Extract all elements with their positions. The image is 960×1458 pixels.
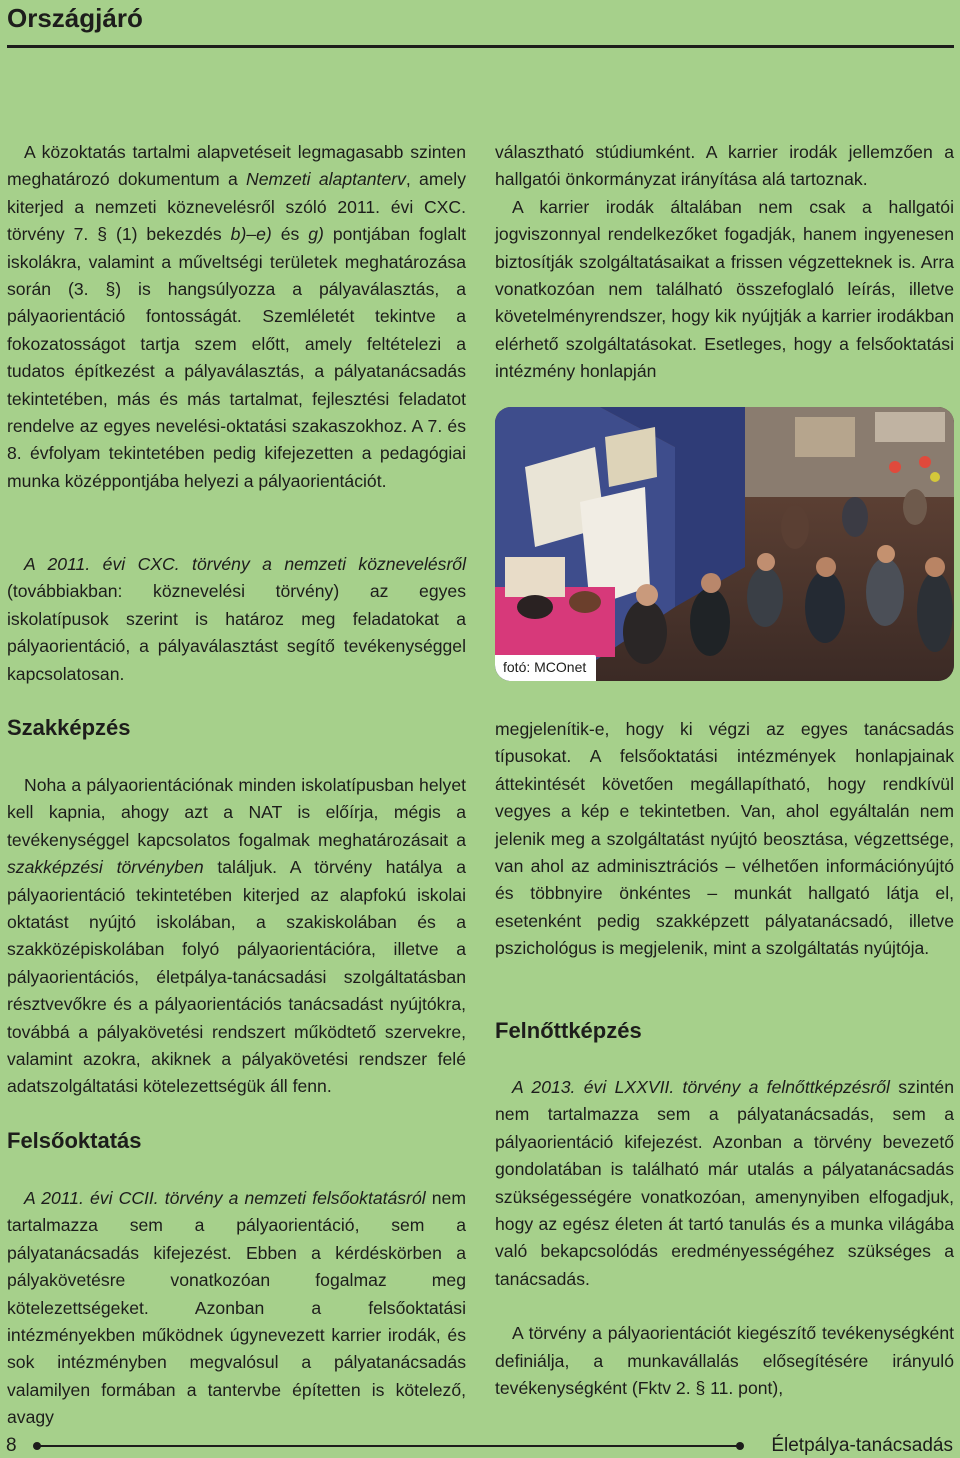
right-column-felnottkepzes xyxy=(495,1017,954,1402)
career-fair-image xyxy=(495,407,954,681)
left-column-szakkepzes xyxy=(7,714,466,1101)
continuation-paragraph: választható stúdiumként. A karrier irodák jellemzően a hallgatói önkormányzat irányítása alá tartoznak. xyxy=(495,142,954,190)
heading-szakkepzes: Szakképzés xyxy=(7,715,131,740)
tanacsadas-paragraph: megjelenítik-e, hogy ki végzi az egyes tanácsadás típusokat. A felsőoktatási intézmények honlapjainak áttekintését követően megállapítható, hogy rendkívül vegyes a kép e tekintetben. Van, ahol egyáltalán nem jelenik meg a szolgáltatást nyújtó beosztása, végzettsége, van ahol az adminisztrációs – vélhetően információnyújtó és többnyire önkéntes – munkát hallgató látja el, esetenként pedig szakképzett pályatanácsadó, illetve pszichológus is megjelenik, mint a szolgáltatás nyújtója. xyxy=(495,719,954,959)
header-rule xyxy=(7,45,954,48)
left-column-kozneveles xyxy=(7,551,466,688)
photo-caption: fotó: MCOnet xyxy=(495,655,596,681)
section-title: Országjáró xyxy=(7,3,143,33)
fktv-paragraph: A törvény a pályaorientációt kiegészítő tevékenységként definiálja, a munkavállalás elősegítésére irányuló tevékenységként (Fktv 2. § 11. pont), xyxy=(495,1323,954,1399)
szakkepzes-paragraph: Noha a pályaorientációnak minden iskolatípusban helyet kell kapnia, ahogy azt a NAT is előírja, mégis a tevékenységgel kapcsolatos fogalmak meghatározásait a szakképzési törvényben találjuk. A törvény hatálya a pályaorientáció tekintetében kiterjed az alapfokú iskolai oktatást nyújtó iskolában, a szakiskolában és a szakközépiskolában folyó pályaorientációra, illetve a pályaorientációs, életpálya-tanácsadási szolgáltatásban résztvevőkre és a pályaorientációs tanácsadást nyújtókra, továbbá a pályakövetési rendszert működtető szervekre, valamint azokra, akiknek a pályakövetési rendszer felé adatszolgáltatási kötelezettségük áll fenn. xyxy=(7,775,466,1097)
right-column-middle xyxy=(495,716,954,963)
kozneveles-paragraph: A 2011. évi CXC. törvény a nemzeti köznevelésről (továbbiakban: köznevelési törvény) az egyes iskolatípusok szerint is határoz meg feladatokat a pályaorientáció, a pályaválasztást segítő tevékenységgel kapcsolatosan. xyxy=(7,554,466,684)
heading-felnottkepzes: Felnőttképzés xyxy=(495,1018,642,1043)
felnottkepzes-paragraph: A 2013. évi LXXVII. törvény a felnőttképzésről szintén nem tartalmazza sem a pályatanácsadás, sem a pályaorientáció kifejezést. Azonban a törvény bevezető gondolatában is található már utalás a pályatanácsadás szükségességére vonatkozóan, amenynyiben elfogadjuk, hogy az egész életen át tartó tanulás és a munka világába való bekapcsolódás eredményességéhez szükséges a tanácsadás. xyxy=(495,1077,954,1289)
left-column xyxy=(7,139,466,495)
karrier-iroda-paragraph: A karrier irodák általában nem csak a hallgatói jogviszonnyal rendelkezőket fogadják, hanem ingyenesen biztosítják szolgáltatásaikat a frissen végzetteknek is. Arra vonatkozóan nem található összefoglaló leírás, illetve követelményrendszer, hogy kik nyújtják a karrier irodákban elérhető szolgáltatásokat. Esetleges, hogy a felsőoktatási intézmény honlapján xyxy=(495,196,954,382)
intro-paragraph: A közoktatás tartalmi alapvetéseit legmagasabb szinten meghatározó dokumentum a Nemzeti alaptanterv, amely kiterjed a nemzeti köznevelésről szóló 2011. évi CXC. törvény 7. § (1) bekezdés b)–e) és g) pontjában foglalt iskolákra, valamint a műveltségi területek meghatározása során (3. §) is hangsúlyozza a pályaválasztás, a pályaorientáció fontosságát. Szemléletét tekintve a fokozatosságot tartja szem előtt, amely feltételezi a tudatos építkezést a pályaválasztás, a pályatanácsadás tekintetében, más és más tartalmat, fejlesztési feladatot rendelve az egyes nevelési-oktatási szakaszokhoz. A 7. és 8. évfolyam tekintetében pedig kifejezetten a pedagógiai munka középpontjába helyezi a pályaorientációt. xyxy=(7,142,466,491)
page-number: 8 xyxy=(6,1435,17,1456)
heading-felsooktatas: Felsőoktatás xyxy=(7,1128,142,1153)
right-column-top xyxy=(495,139,954,386)
footer-rule xyxy=(36,1445,742,1447)
left-column-felsooktatas xyxy=(7,1127,466,1432)
event-photo xyxy=(495,407,954,681)
publication-title: Életpálya-tanácsadás xyxy=(771,1435,953,1456)
footer-rule-dot-right xyxy=(736,1442,744,1450)
felsooktatas-paragraph: A 2011. évi CCII. törvény a nemzeti felsőoktatásról nem tartalmazza sem a pályaorientáció, sem a pályatanácsadás kifejezést. Ebben a kérdéskörben a pályakövetésre vonatkozóan fogalmaz meg kötelezettségeket. Azonban a felsőoktatási intézményekben működnek úgynevezett karrier irodák, és sok intézményben megvalósul a pályatanácsadás valamilyen formában a tantervbe építetten is kötelező, avagy xyxy=(7,1188,466,1428)
